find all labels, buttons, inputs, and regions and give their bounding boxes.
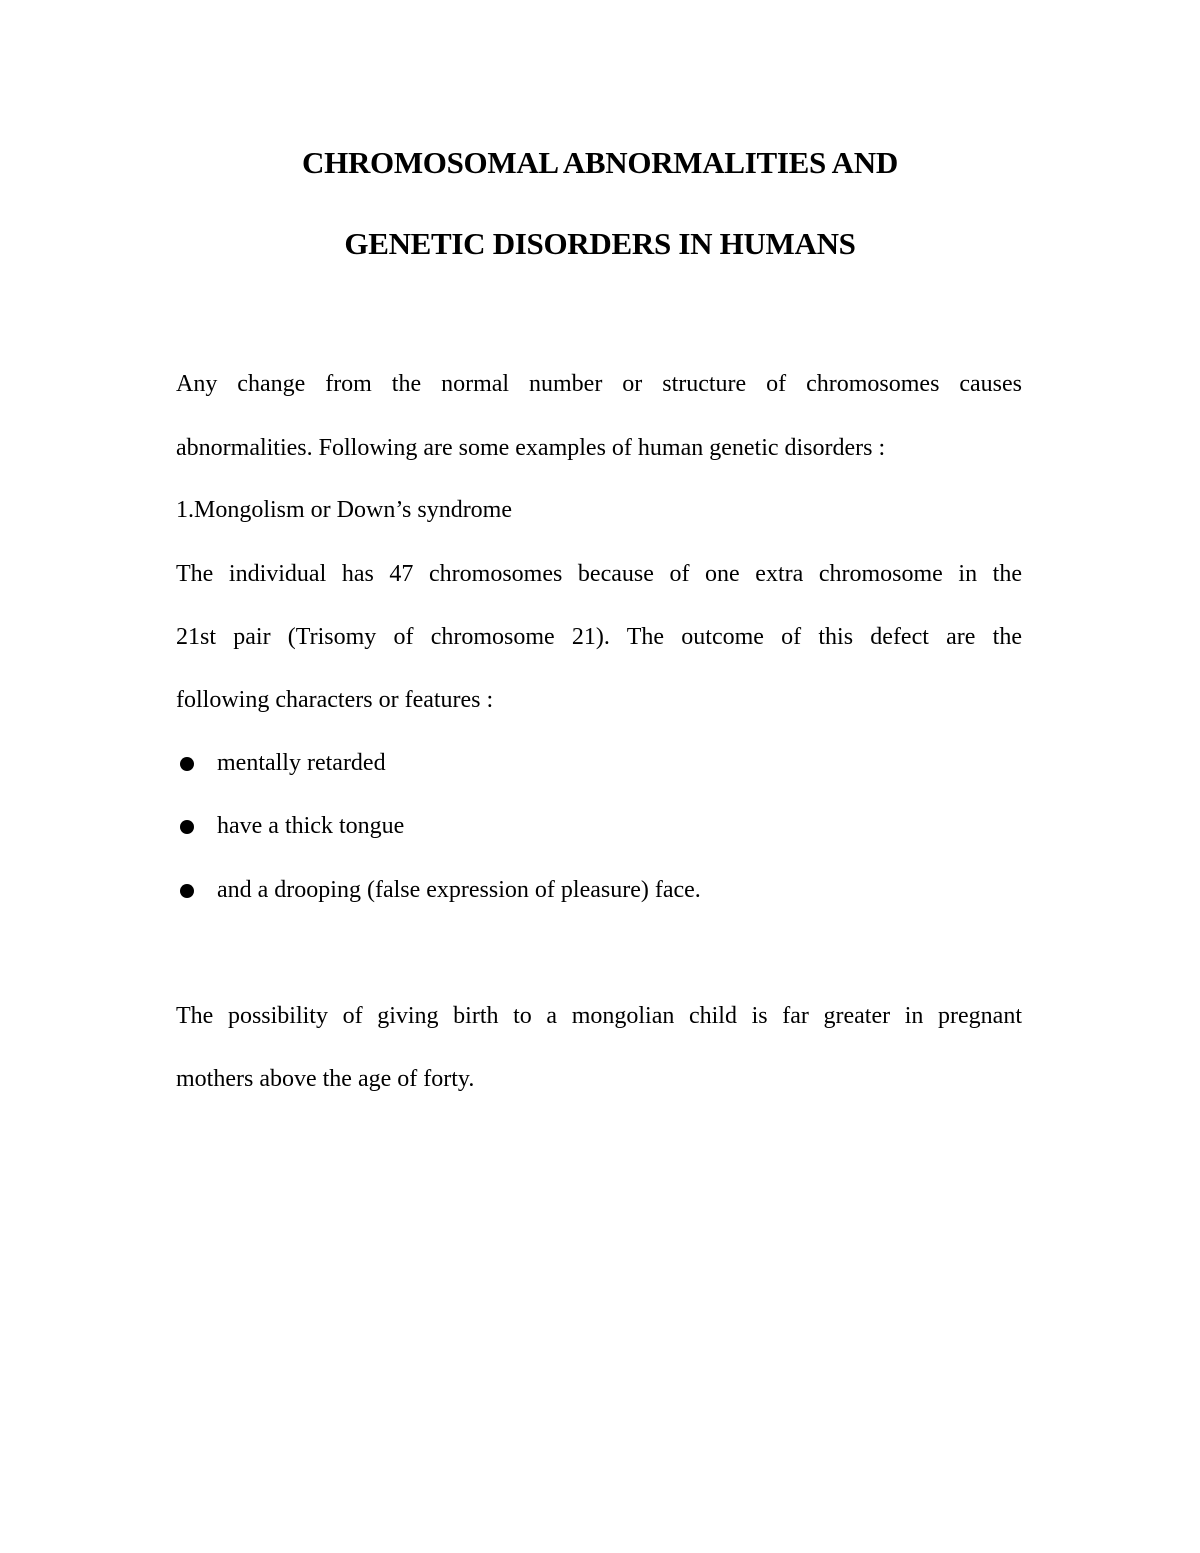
intro-line-1: Any change from the normal number or structure of chromosomes causes — [176, 371, 1022, 397]
paragraph-line-2: 21st pair (Trisomy of chromosome 21). The outcome of this defect are the — [176, 624, 1022, 650]
bullet-icon — [180, 820, 194, 834]
list-item-text: have a thick tongue — [217, 813, 405, 839]
closing-line-2: mothers above the age of forty. — [176, 1066, 475, 1092]
list-item-text: mentally retarded — [217, 750, 386, 776]
bullet-icon — [180, 757, 194, 771]
section-heading: 1.Mongolism or Down’s syndrome — [176, 497, 512, 523]
paragraph-line-1: The individual has 47 chromosomes because of one extra chromosome in the — [176, 561, 1022, 587]
title-line-2: GENETIC DISORDERS IN HUMANS — [344, 226, 856, 261]
closing-line-1: The possibility of giving birth to a mongolian child is far greater in pregnant — [176, 1003, 1022, 1029]
list-item-text: and a drooping (false expression of pleasure) face. — [217, 877, 701, 903]
title-line-1: CHROMOSOMAL ABNORMALITIES AND — [302, 145, 898, 180]
intro-line-2: abnormalities. Following are some examples of human genetic disorders : — [176, 435, 886, 461]
paragraph-line-3: following characters or features : — [176, 687, 494, 713]
bullet-icon — [180, 884, 194, 898]
